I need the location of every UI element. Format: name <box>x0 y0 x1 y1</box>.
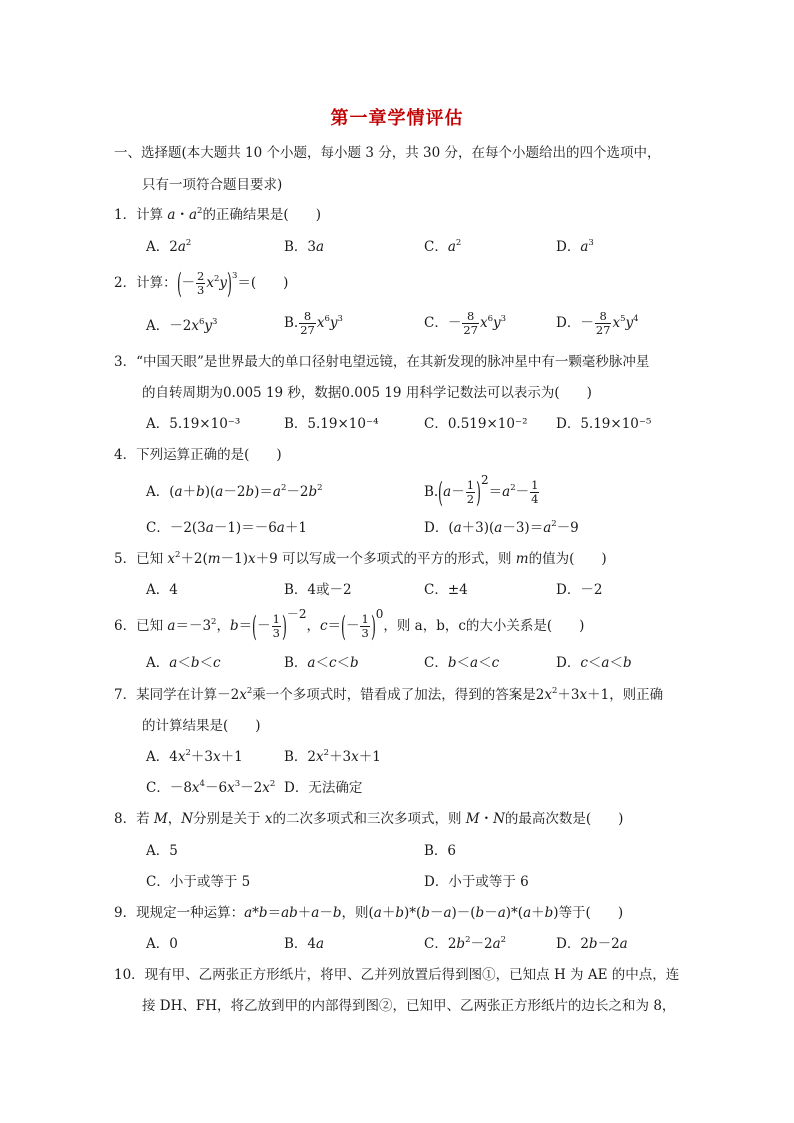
question-7-mid: 乘一个多项式时，错看成了加法，得到的答案是 <box>252 687 536 703</box>
question-8-prefix: 8．若 <box>114 811 154 827</box>
question-4-option-b: B.(a－ $\frac{1}{2}$ )$2=a^2-$ $\frac{1}{4}$ <box>424 473 539 509</box>
question-1-option-c: C．$a^2$ <box>424 238 462 255</box>
question-6-suffix: ，则 a，b，c的大小关系是( ) <box>383 618 585 634</box>
question-7-suffix: ，则正确 <box>609 687 664 703</box>
question-2-option-b: B. $\frac{8}{27}$ $x^6y^3$ <box>284 309 343 337</box>
question-8-option-a: A．5 <box>146 843 178 859</box>
question-2-option-c: C．－ $\frac{8}{27}$ $x^6y^3$ <box>424 309 507 337</box>
question-3-option-c: C．0.519×10⁻² <box>424 416 528 432</box>
question-7-prefix: 7．某同学在计算 <box>114 687 218 703</box>
question-4-option-a: A．$(a+b)(a-2b)=a^2-2b^2$ <box>146 483 323 500</box>
question-9-mid: ，则 <box>341 905 369 921</box>
question-1-option-d: D．$a^3$ <box>556 238 594 255</box>
question-4-option-d: D．$(a+3)(a-3)=a^2-9$ <box>424 519 579 536</box>
question-8-option-b: B．6 <box>424 843 457 859</box>
question-7-line2: 的计算结果是( ) <box>142 718 261 734</box>
question-2-equals: ＝( ) <box>237 275 289 291</box>
question-1-prefix: 1．计算 <box>114 207 168 223</box>
question-8-option-d: D．小于或等于 6 <box>424 874 529 890</box>
question-3-option-d: D．5.19×10⁻⁵ <box>556 416 652 432</box>
question-8-suffix: 的最高次数是( ) <box>504 811 624 827</box>
question-6-option-c: C．b＜a＜c <box>424 655 500 671</box>
question-9-option-a: A．0 <box>146 936 178 952</box>
question-4-option-c: C．－2(3a－1)＝－6a＋1 <box>146 520 307 536</box>
question-6-option-d: D．c＜a＜b <box>556 655 632 671</box>
question-5-option-b: B．4或－2 <box>284 582 352 598</box>
question-6-prefix: 6．已知 <box>114 618 168 634</box>
question-6-stem: 6．已知 $a=-3^2$，b＝(－ $\frac{1}{3}$ )－2，c＝(－ $\frac{1}{3}$ )0，则 a，b，c的大小关系是( ) <box>114 607 585 643</box>
section-heading-line1: 一、选择题(本大题共 10 个小题，每小题 3 分，共 30 分，在每个小题给出的四个选项中， <box>114 145 661 161</box>
question-1-suffix: 的正确结果是( ) <box>202 207 321 223</box>
question-8-stem: 8．若 M，N分别是关于 x的二次多项式和三次多项式，则 M・N的最高次数是( ) <box>114 811 624 827</box>
question-3-line2: 的自转周期为0.005 19 秒，数据0.005 19 用科学记数法可以表示为( ) <box>142 385 592 401</box>
question-4-stem: 4．下列运算正确的是( ) <box>114 447 282 463</box>
question-5-tail: 的值为( ) <box>528 551 607 567</box>
question-8-mid: 分别是关于 <box>193 811 265 827</box>
question-5-suffix: 可以写成一个多项式的平方的形式，则 <box>281 551 516 567</box>
question-9-prefix: 9．现规定一种运算： <box>114 905 245 921</box>
question-3-option-b: B．5.19×10⁻⁴ <box>284 416 379 432</box>
question-3-option-a: A．5.19×10⁻³ <box>146 416 241 432</box>
question-7-line1: 7．某同学在计算$-2x^2$乘一个多项式时，错看成了加法，得到的答案是$2x^2+3x+1$，则正确 <box>114 686 664 703</box>
question-6-option-b: B．a＜c＜b <box>284 655 359 671</box>
question-1-option-b: B．3a <box>284 239 325 255</box>
question-5-option-d: D．－2 <box>556 582 603 598</box>
question-1-stem: 1．计算 a・$a^2$的正确结果是( ) <box>114 206 321 223</box>
question-3-line1: 3．“中国天眼”是世界最大的单口径射电望远镜，在其新发现的脉冲星中有一颗毫秒脉冲星 <box>114 354 650 370</box>
section-heading-line2: 只有一项符合题目要求) <box>142 177 283 193</box>
question-10-line1: 10．现有甲、乙两张正方形纸片，将甲、乙并列放置后得到图①，已知点 H 为 AE 的中点，连 <box>114 967 680 983</box>
question-8-option-c: C．小于或等于 5 <box>146 874 251 890</box>
question-9-option-d: D．2b－2a <box>556 936 628 952</box>
question-7-option-d: D．无法确定 <box>284 780 363 796</box>
question-2-stem: 2．计算：(－ $\frac{2}{3}$ $x^2y)^3=$( ) <box>114 266 289 300</box>
question-7-option-c: C．$-8x^4-6x^3-2x^2$ <box>146 779 276 796</box>
question-2-option-a: A．$-2x^6y^3$ <box>146 317 218 334</box>
question-5-stem: 5．已知 $x^2+2(m-1)x+9$ 可以写成一个多项式的平方的形式，则 m的值为( ) <box>114 550 607 567</box>
question-9-suffix: 等于( ) <box>558 905 624 921</box>
question-7-option-b: B．$2x^2+3x+1$ <box>284 748 381 765</box>
question-9-stem: 9．现规定一种运算：a*b＝ab＋a－b，则(a＋b)*(b－a)－(b－a)*(a＋b)等于( ) <box>114 905 624 921</box>
question-9-option-b: B．4a <box>284 936 325 952</box>
question-9-option-c: C．$2b^2-2a^2$ <box>424 935 507 952</box>
question-5-option-c: C．±4 <box>424 582 468 598</box>
question-5-option-a: A．4 <box>146 582 178 598</box>
question-6-option-a: A．a＜b＜c <box>146 655 221 671</box>
question-7-option-a: A．$4x^2+3x+1$ <box>146 748 243 765</box>
page-title: 第一章学情评估 <box>330 108 464 129</box>
question-2-prefix: 2．计算： <box>114 275 177 291</box>
question-2-option-d: D．－ $\frac{8}{27}$ $x^5y^4$ <box>556 309 639 337</box>
question-5-prefix: 5．已知 <box>114 551 168 567</box>
question-1-option-a: A．$2a^2$ <box>146 238 192 255</box>
question-8-mid2: 的二次多项式和三次多项式，则 <box>272 811 466 827</box>
question-10-line2: 接 DH、FH，将乙放到甲的内部得到图②，已知甲、乙两张正方形纸片的边长之和为 8， <box>142 998 676 1014</box>
